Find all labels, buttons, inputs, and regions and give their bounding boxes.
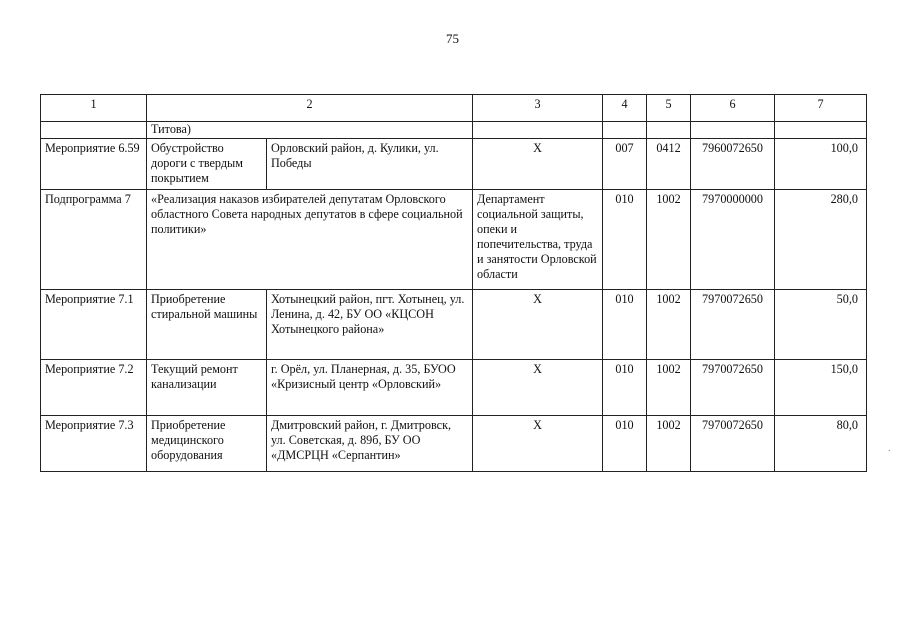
scan-margin-mark: · — [887, 446, 891, 457]
row-executor: X — [473, 139, 603, 190]
row-col6: 7970072650 — [691, 290, 775, 360]
row-address: Хотынецкий район, пгт. Хотынец, ул. Ленина, д. 42, БУ ОО «КЦСОН Хотынецкого района» — [267, 290, 473, 360]
row-address: г. Орёл, ул. Планерная, д. 35, БУОО «Кризисный центр «Орловский» — [267, 360, 473, 416]
row-col7: 100,0 — [775, 139, 867, 190]
row-col7: 50,0 — [775, 290, 867, 360]
row-col7: 80,0 — [775, 416, 867, 472]
header-cell-6: 6 — [691, 95, 775, 122]
row-address: Дмитровский район, г. Дмитровск, ул. Советская, д. 89б, БУ ОО «ДМСРЦН «Серпантин» — [267, 416, 473, 472]
row-col6: 7970000000 — [691, 190, 775, 290]
row-executor: Департамент социальной защиты, опеки и попечительства, труда и занятости Орловской области — [473, 190, 603, 290]
table-row — [41, 360, 867, 416]
row-executor: X — [473, 290, 603, 360]
row-col6: 7970072650 — [691, 360, 775, 416]
budget-table — [40, 94, 867, 472]
continuation-row — [41, 122, 867, 139]
row-col4: 010 — [603, 416, 647, 472]
row-id: Подпрограмма 7 — [41, 190, 147, 290]
row-name: Текущий ремонт канализации — [147, 360, 267, 416]
row-col5: 0412 — [647, 139, 691, 190]
page-number: 75 — [446, 31, 459, 46]
row-col4: 010 — [603, 190, 647, 290]
row-col4: 010 — [603, 290, 647, 360]
table-row — [41, 190, 867, 290]
row-col6: 7960072650 — [691, 139, 775, 190]
header-cell-4: 4 — [603, 95, 647, 122]
row-id: Мероприятие 7.1 — [41, 290, 147, 360]
row-col4: 007 — [603, 139, 647, 190]
row-col6: 7970072650 — [691, 416, 775, 472]
row-col7: 150,0 — [775, 360, 867, 416]
table-row — [41, 416, 867, 472]
header-cell-5: 5 — [647, 95, 691, 122]
row-id: Мероприятие 7.3 — [41, 416, 147, 472]
row-name: «Реализация наказов избирателей депутатам Орловского областного Совета народных депутатов в сфере социальной политики» — [147, 190, 473, 290]
header-cell-3: 3 — [473, 95, 603, 122]
row-id: Мероприятие 6.59 — [41, 139, 147, 190]
header-cell-7: 7 — [775, 95, 867, 122]
row-name: Приобретение стиральной машины — [147, 290, 267, 360]
row-col5: 1002 — [647, 290, 691, 360]
row-address: Орловский район, д. Кулики, ул. Победы — [267, 139, 473, 190]
row-col5: 1002 — [647, 360, 691, 416]
row-executor: X — [473, 360, 603, 416]
header-cell-2: 2 — [147, 95, 473, 122]
row-name: Приобретение медицинского оборудования — [147, 416, 267, 472]
table-row — [41, 139, 867, 190]
row-name: Обустройство дороги с твердым покрытием — [147, 139, 267, 190]
row-executor: X — [473, 416, 603, 472]
row-col5: 1002 — [647, 190, 691, 290]
row-col7: 280,0 — [775, 190, 867, 290]
table-row — [41, 290, 867, 360]
row-col5: 1002 — [647, 416, 691, 472]
header-row — [41, 95, 867, 122]
row-id: Мероприятие 7.2 — [41, 360, 147, 416]
row-col4: 010 — [603, 360, 647, 416]
header-cell-1: 1 — [41, 95, 147, 122]
continuation-text: Титова) — [147, 122, 473, 139]
